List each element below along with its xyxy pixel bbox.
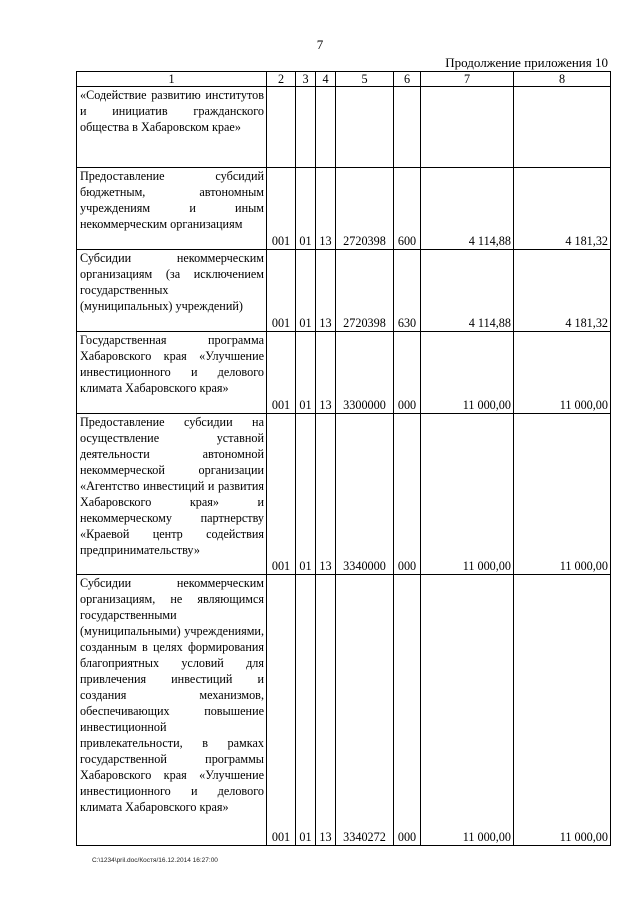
code-ministry: 001 — [267, 575, 296, 846]
code-section: 01 — [296, 168, 316, 250]
code-ministry: 001 — [267, 250, 296, 332]
code-ministry: 001 — [267, 168, 296, 250]
amount-year-1: 11 000,00 — [421, 332, 514, 414]
code-subsection: 13 — [316, 332, 336, 414]
code-target-article: 2720398 — [336, 168, 394, 250]
column-header-row — [77, 72, 611, 87]
code-subsection: 13 — [316, 168, 336, 250]
page-number: 7 — [316, 37, 324, 52]
item-name: Государственная программа Хабаровского края «Улучшение инвестиционного и делового климата Хабаровского края» — [77, 332, 267, 414]
code-expense-type: 000 — [394, 332, 421, 414]
amount-year-2: 11 000,00 — [514, 414, 611, 575]
amount-year-2: 11 000,00 — [514, 332, 611, 414]
item-name: Субсидии некоммерческим организациям (за исключением государственных (муниципальных) учреждений) — [77, 250, 267, 332]
item-name: «Содействие развитию институтов и инициатив гражданского общества в Хабаровском крае» — [77, 87, 267, 168]
amount-year-1 — [421, 87, 514, 168]
code-section: 01 — [296, 250, 316, 332]
amount-year-1: 11 000,00 — [421, 575, 514, 846]
table-row — [77, 87, 611, 168]
document-path-footer: C:\1234\pril.doc/Костя/16.12.2014 16:27:00 — [92, 857, 218, 864]
table-row — [77, 332, 611, 414]
code-section — [296, 87, 316, 168]
code-subsection: 13 — [316, 575, 336, 846]
code-section: 01 — [296, 575, 316, 846]
amount-year-2 — [514, 87, 611, 168]
column-header: 4 — [316, 72, 336, 87]
code-target-article: 3340272 — [336, 575, 394, 846]
amount-year-1: 4 114,88 — [421, 250, 514, 332]
budget-table — [76, 71, 611, 846]
amount-year-2: 4 181,32 — [514, 168, 611, 250]
amount-year-2: 11 000,00 — [514, 575, 611, 846]
item-name: Субсидии некоммерческим организациям, не являющимся государственными (муниципальными) учреждениями, созданным в целях формирования благоприятных условий для привлечения инвестиций и создания механизмов, обеспечивающих повышение инвестиционной привлекательности, в рамках государственной программы Хабаровского края «Улучшение инвестиционного и делового климата Хабаровского края» — [77, 575, 267, 846]
column-header: 5 — [336, 72, 394, 87]
column-header: 6 — [394, 72, 421, 87]
table-row — [77, 168, 611, 250]
column-header: 7 — [421, 72, 514, 87]
code-expense-type — [394, 87, 421, 168]
code-section: 01 — [296, 332, 316, 414]
code-target-article: 2720398 — [336, 250, 394, 332]
item-name: Предоставление субсидий бюджетным, автономным учреждениям и иным некоммерческим организациям — [77, 168, 267, 250]
code-section: 01 — [296, 414, 316, 575]
column-header: 2 — [267, 72, 296, 87]
code-expense-type: 630 — [394, 250, 421, 332]
table-row — [77, 575, 611, 846]
item-name: Предоставление субсидии на осуществление уставной деятельности автономной некоммерческой организации «Агентство инвестиций и развития Хабаровского края» и некоммерческому партнерству «Краевой центр содействия предпринимательству» — [77, 414, 267, 575]
code-subsection — [316, 87, 336, 168]
column-header: 8 — [514, 72, 611, 87]
code-ministry — [267, 87, 296, 168]
code-target-article — [336, 87, 394, 168]
column-header: 1 — [77, 72, 267, 87]
appendix-caption: Продолжение приложения 10 — [445, 55, 608, 70]
table-row — [77, 414, 611, 575]
table-row — [77, 250, 611, 332]
code-subsection: 13 — [316, 250, 336, 332]
code-expense-type: 600 — [394, 168, 421, 250]
code-expense-type: 000 — [394, 414, 421, 575]
amount-year-1: 4 114,88 — [421, 168, 514, 250]
code-target-article: 3340000 — [336, 414, 394, 575]
code-ministry: 001 — [267, 332, 296, 414]
amount-year-2: 4 181,32 — [514, 250, 611, 332]
column-header: 3 — [296, 72, 316, 87]
code-ministry: 001 — [267, 414, 296, 575]
code-target-article: 3300000 — [336, 332, 394, 414]
amount-year-1: 11 000,00 — [421, 414, 514, 575]
code-subsection: 13 — [316, 414, 336, 575]
code-expense-type: 000 — [394, 575, 421, 846]
